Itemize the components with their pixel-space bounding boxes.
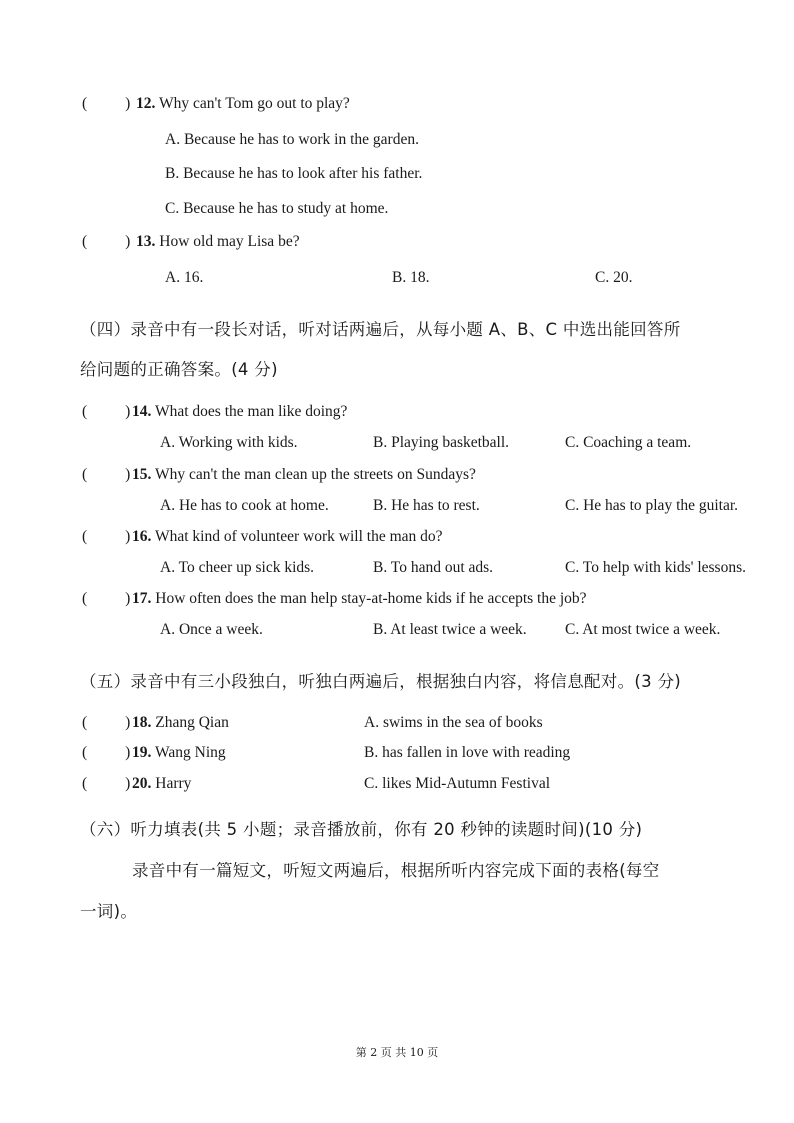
- question-16: [132, 528, 443, 546]
- answer-blank-19[interactable]: [82, 744, 130, 762]
- section-4-heading: （四）录音中有一段长对话，听对话两遍后，从每小题 A、B、C 中选出能回答所: [80, 320, 681, 339]
- paren-close: ): [125, 528, 131, 545]
- question-number: 15.: [132, 466, 152, 483]
- paren-close: ): [125, 714, 131, 731]
- paren-close: ): [125, 403, 131, 420]
- match-item-19: [132, 744, 226, 762]
- match-name: Wang Ning: [154, 744, 226, 761]
- match-name: Harry: [155, 775, 192, 792]
- paren-close: ): [125, 233, 131, 250]
- paren-open: (: [82, 775, 88, 792]
- question-text: What kind of volunteer work will the man do?: [154, 528, 443, 545]
- paren-open: (: [82, 714, 88, 731]
- paren-close: ): [125, 590, 131, 607]
- option-17b: B. At least twice a week.: [373, 621, 527, 638]
- question-text: How often does the man help stay-at-home kids if he accepts the job?: [155, 590, 587, 607]
- option-15a: A. He has to cook at home.: [160, 497, 329, 514]
- paren-open: (: [82, 466, 88, 483]
- question-text: Why can't Tom go out to play?: [158, 95, 350, 112]
- option-14c: C. Coaching a team.: [565, 434, 692, 451]
- answer-blank-20[interactable]: [82, 775, 130, 793]
- answer-blank-13[interactable]: [82, 233, 130, 251]
- paren-open: (: [82, 403, 88, 420]
- match-option-a: A. swims in the sea of books: [364, 714, 543, 731]
- question-text: Why can't the man clean up the streets on Sundays?: [154, 466, 476, 483]
- question-12: [136, 95, 350, 113]
- question-number: 18.: [132, 714, 152, 731]
- question-17: [132, 590, 587, 608]
- question-number: 20.: [132, 775, 152, 792]
- paren-open: (: [82, 95, 88, 112]
- option-16b: B. To hand out ads.: [373, 559, 494, 576]
- option-12a: A. Because he has to work in the garden.: [165, 131, 419, 148]
- answer-blank-15[interactable]: [82, 466, 130, 484]
- option-16c: C. To help with kids' lessons.: [565, 559, 746, 576]
- option-14b: B. Playing basketball.: [373, 434, 510, 451]
- question-number: 12.: [136, 95, 156, 112]
- section-6-instruction: 录音中有一篇短文，听短文两遍后，根据所听内容完成下面的表格(每空: [132, 861, 660, 880]
- match-item-18: [132, 714, 229, 732]
- section-5-heading: （五）录音中有三小段独白，听独白两遍后，根据独白内容，将信息配对。(3 分): [80, 672, 682, 691]
- paren-open: (: [82, 744, 88, 761]
- section-6-instruction-cont: 一词)。: [80, 902, 138, 921]
- paren-open: (: [82, 233, 88, 250]
- option-14a: A. Working with kids.: [160, 434, 298, 451]
- answer-blank-18[interactable]: [82, 714, 130, 732]
- paren-close: ): [125, 95, 131, 112]
- question-number: 16.: [132, 528, 152, 545]
- question-13: [136, 233, 300, 251]
- paren-close: ): [125, 744, 131, 761]
- paren-close: ): [125, 775, 131, 792]
- option-12b: B. Because he has to look after his father.: [165, 165, 423, 182]
- page-footer: 第 2 页 共 10 页: [355, 1046, 439, 1059]
- paren-open: (: [82, 590, 88, 607]
- option-13b: B. 18.: [392, 269, 430, 286]
- section-4-heading-cont: 给问题的正确答案。(4 分): [80, 360, 278, 379]
- option-17a: A. Once a week.: [160, 621, 263, 638]
- option-15b: B. He has to rest.: [373, 497, 480, 514]
- question-number: 17.: [132, 590, 152, 607]
- match-option-b: B. has fallen in love with reading: [364, 744, 571, 761]
- option-15c: C. He has to play the guitar.: [565, 497, 739, 514]
- question-15: [132, 466, 476, 484]
- question-number: 13.: [136, 233, 156, 250]
- option-13c: C. 20.: [595, 269, 633, 286]
- paren-close: ): [125, 466, 131, 483]
- match-item-20: [132, 775, 191, 793]
- question-text: How old may Lisa be?: [159, 233, 300, 250]
- match-option-c: C. likes Mid-Autumn Festival: [364, 775, 550, 792]
- question-number: 14.: [132, 403, 152, 420]
- answer-blank-14[interactable]: [82, 403, 130, 421]
- answer-blank-12[interactable]: [82, 95, 130, 113]
- section-6-heading: （六）听力填表(共 5 小题；录音播放前，你有 20 秒钟的读题时间)(10 分): [80, 820, 643, 839]
- option-17c: C. At most twice a week.: [565, 621, 721, 638]
- option-16a: A. To cheer up sick kids.: [160, 559, 315, 576]
- match-name: Zhang Qian: [155, 714, 229, 731]
- question-14: [132, 403, 347, 421]
- answer-blank-17[interactable]: [82, 590, 130, 608]
- question-number: 19.: [132, 744, 152, 761]
- option-12c: C. Because he has to study at home.: [165, 200, 389, 217]
- question-text: What does the man like doing?: [154, 403, 348, 420]
- option-13a: A. 16.: [165, 269, 204, 286]
- answer-blank-16[interactable]: [82, 528, 130, 546]
- paren-open: (: [82, 528, 88, 545]
